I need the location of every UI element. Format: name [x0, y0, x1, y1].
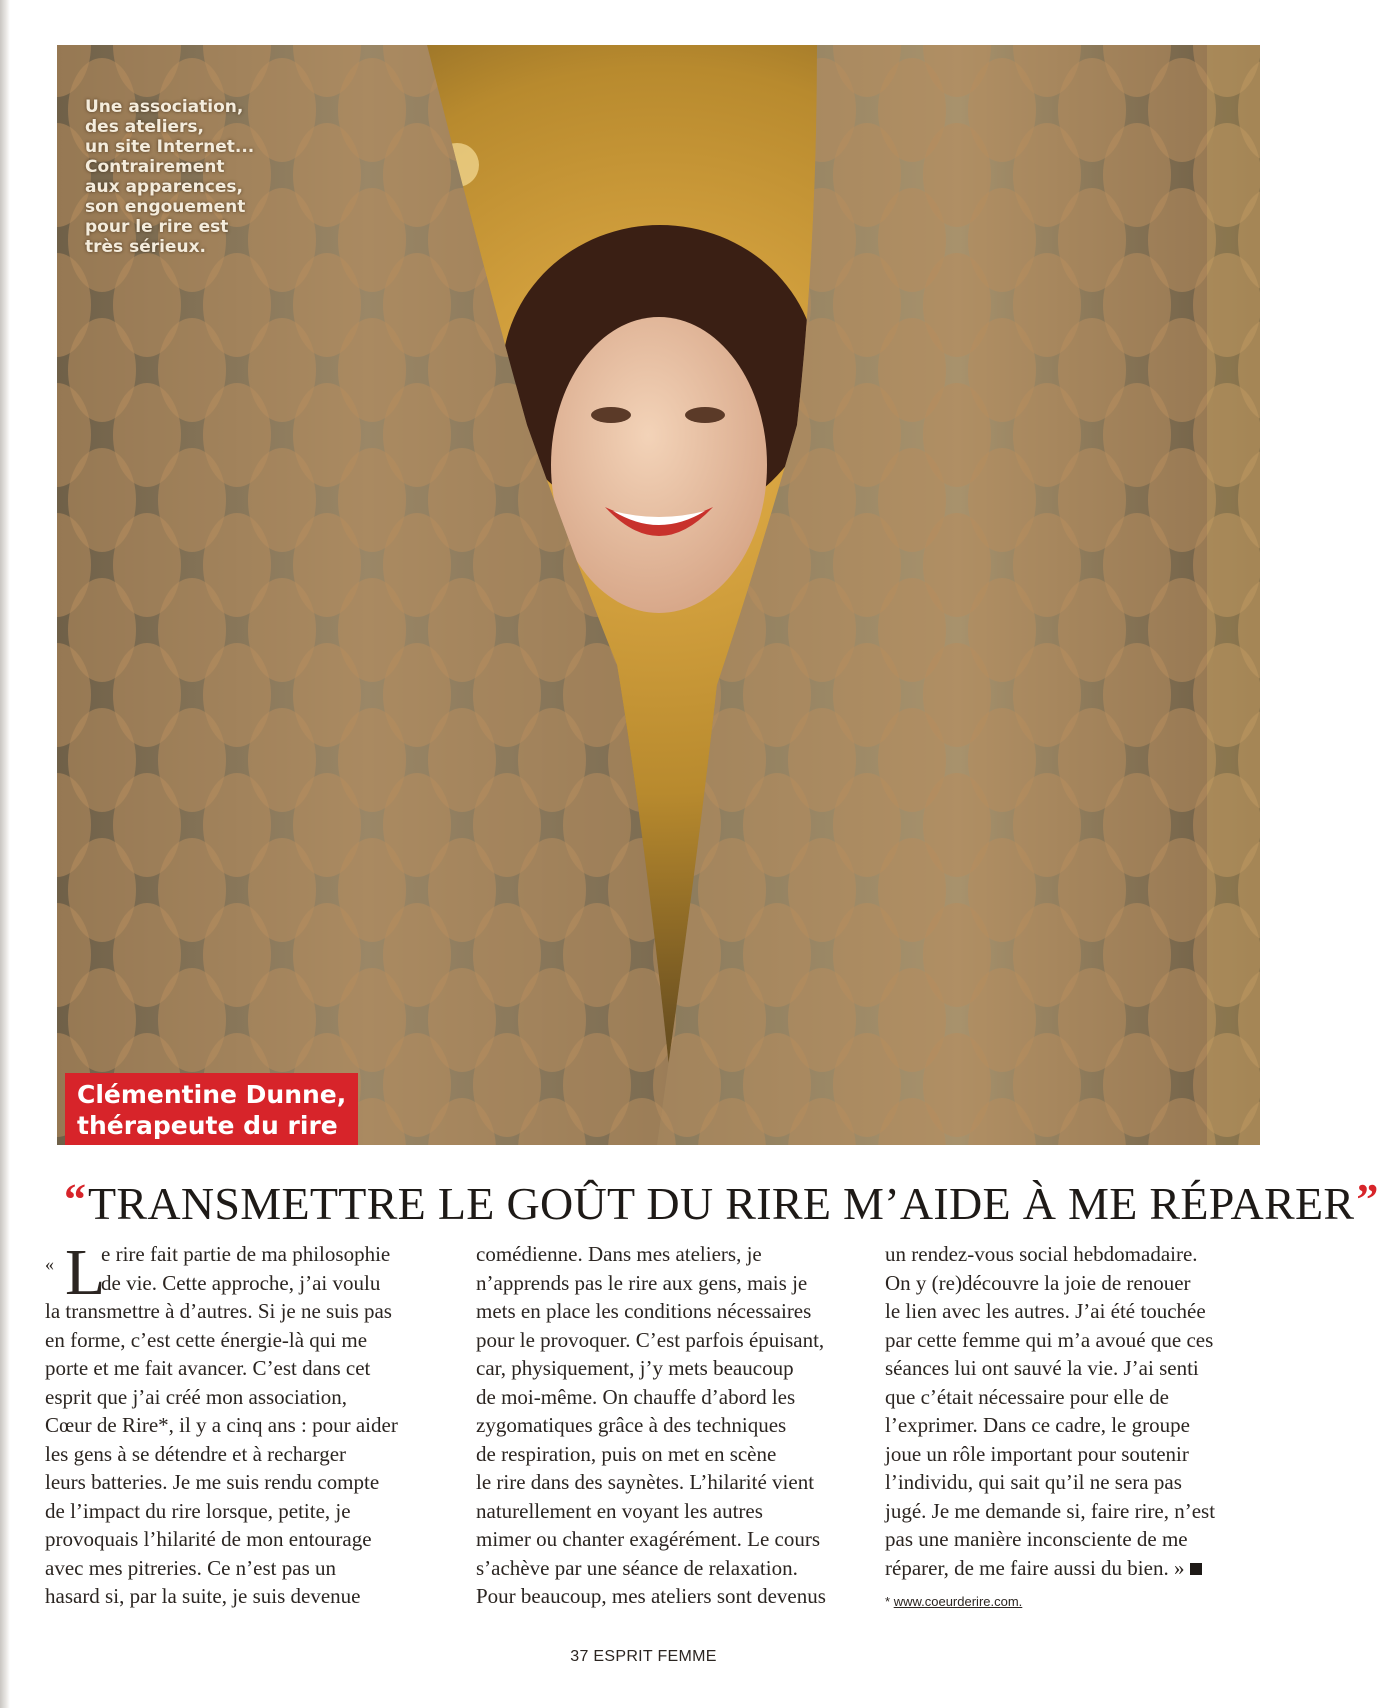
page-folio: 37 ESPRIT FEMME	[570, 1648, 717, 1665]
article-headline	[64, 1175, 1378, 1234]
intro-line: Une association,	[85, 97, 244, 117]
headline-close-quote: ”	[1356, 1175, 1378, 1224]
body-line: avec mes pitreries. Ce n’est pas un	[45, 1555, 336, 1580]
intro-line: des ateliers,	[85, 117, 205, 137]
intro-line: pour le rire est	[85, 217, 229, 237]
headline-text: TRANSMETTRE LE GOÛT DU RIRE M’AIDE À ME RÉPARER	[88, 1178, 1355, 1229]
body-line: pour le provoquer. C’est parfois épuisant,	[476, 1327, 825, 1352]
page-edge	[0, 0, 10, 1708]
body-line: porte et me fait avancer. C’est dans cet	[45, 1356, 371, 1380]
article-column-3	[885, 1240, 1285, 1582]
body-line: Cœur de Rire*, il y a cinq ans : pour aider	[45, 1413, 398, 1437]
body-line: l’exprimer. Dans ce cadre, le groupe	[885, 1413, 1190, 1437]
caption-role: thérapeute du rire	[77, 1111, 338, 1140]
body-line: pas une manière inconsciente de me	[885, 1527, 1188, 1551]
intro-line: très sérieux.	[85, 237, 206, 257]
intro-line: aux apparences,	[85, 177, 243, 197]
photo-caption-badge	[65, 1073, 358, 1145]
body-line: la transmettre à d’autres. Si je ne suis pas	[45, 1299, 392, 1323]
body-line: e rire fait partie de ma philosophie	[101, 1242, 391, 1266]
body-line: n’apprends pas le rire aux gens, mais je	[476, 1270, 808, 1295]
body-line: s’achève par une séance de relaxation.	[476, 1555, 798, 1580]
body-line: séances lui ont sauvé la vie. J’ai senti	[885, 1356, 1199, 1380]
footnote	[885, 1594, 1022, 1609]
body-line: un rendez-vous social hebdomadaire.	[885, 1242, 1198, 1266]
body-line: joue un rôle important pour soutenir	[885, 1441, 1189, 1466]
end-of-article-mark	[1190, 1563, 1202, 1575]
body-line: de moi-même. On chauffe d’abord les	[476, 1384, 796, 1409]
body-line: de respiration, puis on met en scène	[476, 1441, 777, 1466]
body-line: mimer ou chanter exagérément. Le cours	[476, 1527, 821, 1551]
article-column-2	[476, 1240, 866, 1611]
body-last-text: réparer, de me faire aussi du bien. »	[885, 1555, 1185, 1580]
open-guillemet: «	[45, 1254, 54, 1274]
intro-line: un site Internet...	[85, 137, 255, 157]
drop-cap: L	[65, 1236, 106, 1309]
body-line: jugé. Je me demande si, faire rire, n’est	[885, 1498, 1216, 1523]
body-line: de l’impact du rire lorsque, petite, je	[45, 1498, 351, 1523]
body-line: de vie. Cette approche, j’ai voulu	[101, 1270, 381, 1295]
body-line: comédienne. Dans mes ateliers, je	[476, 1242, 762, 1266]
caption-name: Clémentine Dunne,	[77, 1080, 347, 1109]
body-line-last	[885, 1554, 1285, 1583]
body-line: l’individu, qui sait qu’il ne sera pas	[885, 1470, 1182, 1494]
body-line: zygomatiques grâce à des techniques	[476, 1413, 787, 1437]
body-line: On y (re)découvre la joie de renouer	[885, 1270, 1191, 1295]
body-line: esprit que j’ai créé mon association,	[45, 1384, 348, 1409]
body-line: leurs batteries. Je me suis rendu compte	[45, 1470, 380, 1494]
body-line: hasard si, par la suite, je suis devenue	[45, 1584, 361, 1608]
body-line: provoquais l’hilarité de mon entourage	[45, 1527, 372, 1551]
article-column-1	[45, 1236, 445, 1611]
portrait-photo	[57, 45, 1260, 1145]
footnote-link[interactable]: www.coeurderire.com.	[893, 1594, 1023, 1609]
headline-open-quote: “	[64, 1175, 86, 1224]
body-line: que c’était nécessaire pour elle de	[885, 1384, 1169, 1409]
body-line: mets en place les conditions nécessaires	[476, 1299, 812, 1323]
body-line: par cette femme qui m’a avoué que ces	[885, 1327, 1214, 1352]
body-line: Pour beaucoup, mes ateliers sont devenus	[476, 1584, 826, 1608]
photo-intro-text	[85, 97, 285, 257]
body-line: les gens à se détendre et à recharger	[45, 1441, 347, 1466]
body-line: en forme, c’est cette énergie-là qui me	[45, 1327, 368, 1352]
body-line: naturellement en voyant les autres	[476, 1498, 763, 1523]
body-line: car, physiquement, j’y mets beaucoup	[476, 1356, 794, 1380]
footnote-marker: *	[885, 1594, 891, 1609]
body-line: le rire dans des saynètes. L’hilarité vient	[476, 1470, 815, 1494]
intro-line: son engouement	[85, 197, 246, 217]
intro-line: Contrairement	[85, 157, 225, 177]
body-line: le lien avec les autres. J’ai été touchée	[885, 1299, 1206, 1323]
